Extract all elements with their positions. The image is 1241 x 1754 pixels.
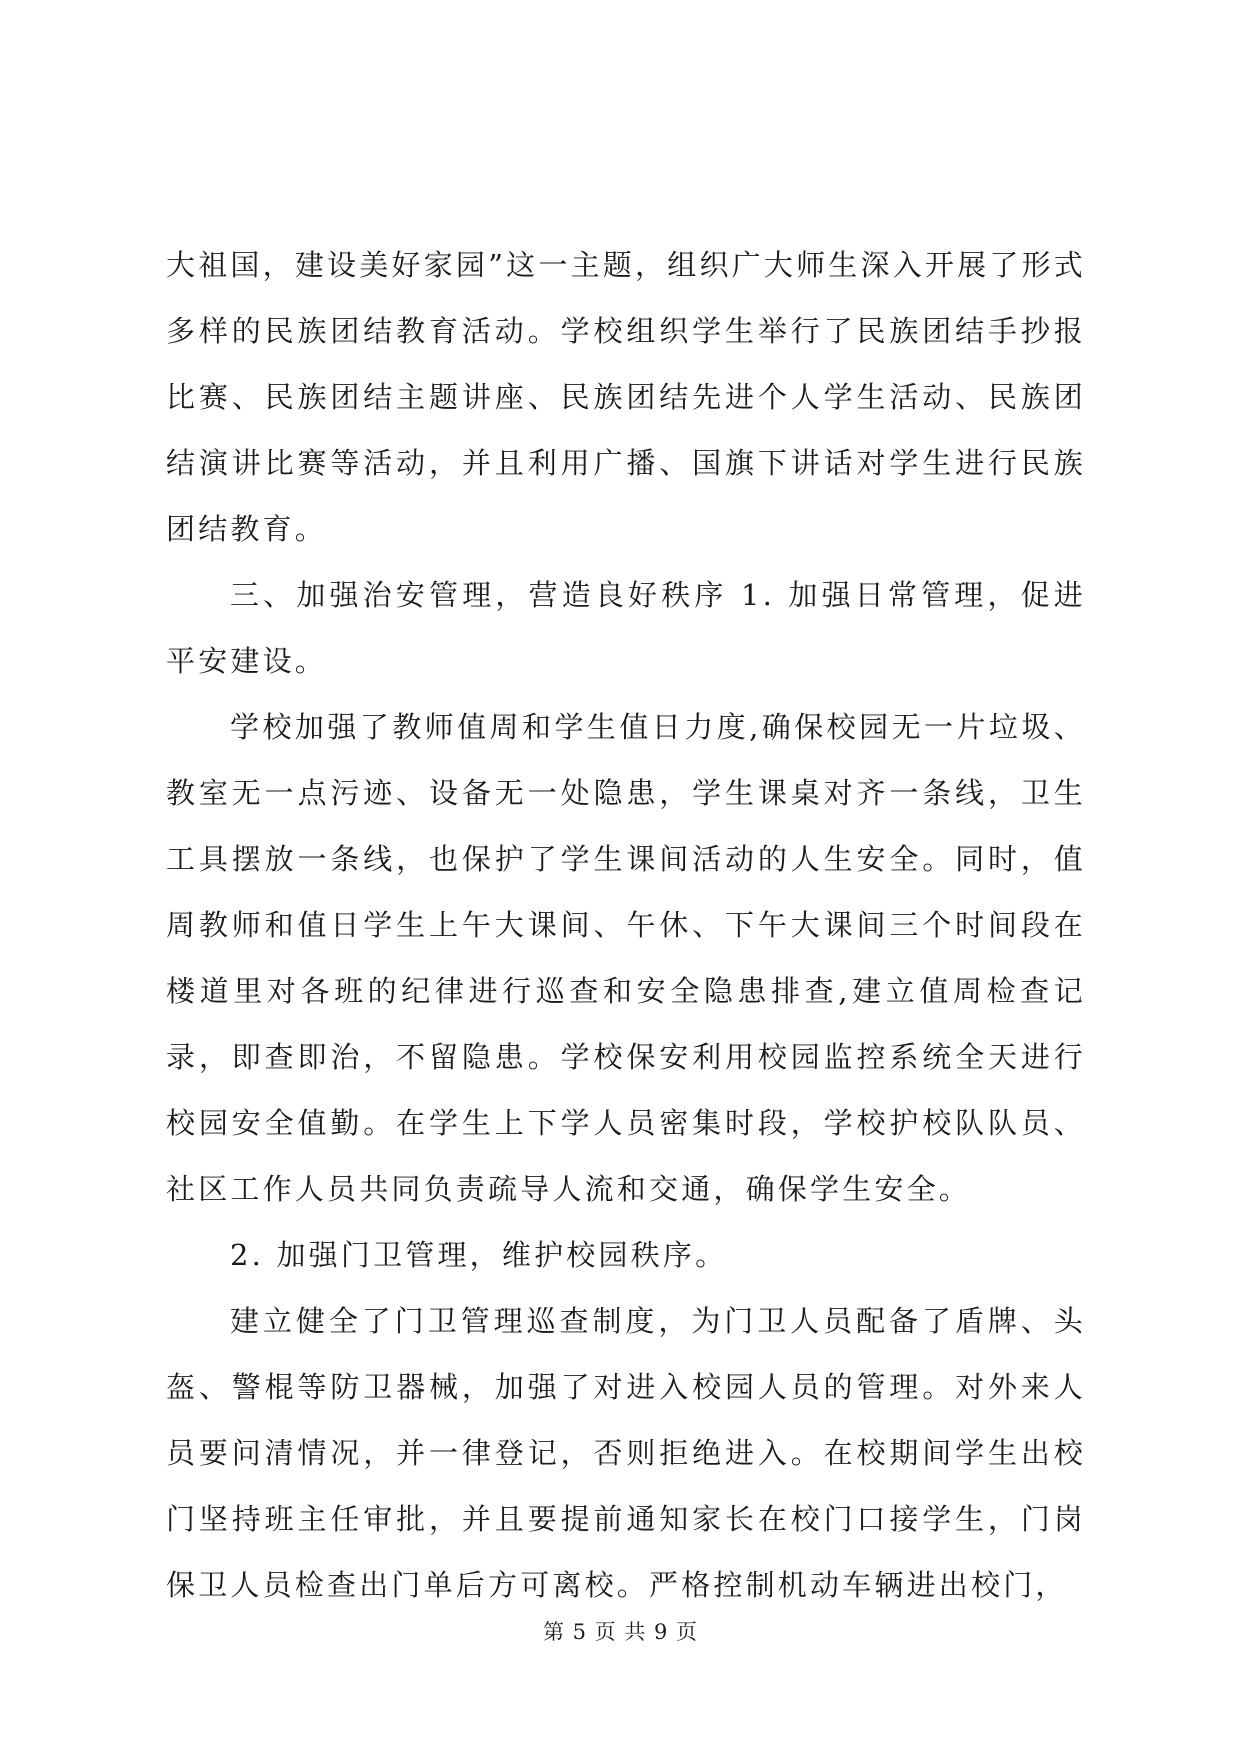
paragraph: 学校加强了教师值周和学生值日力度,确保校园无一片垃圾、教室无一点污迹、设备无一处隐患，学生课桌对齐一条线，卫生工具摆放一条线，也保护了学生课间活动的人生安全。同时，值周教师和值日学生上午大课间、午休、下午大课间三个时间段在楼道里对各班的纪律进行巡查和安全隐患排查,建立值周检查记录，即查即治，不留隐患。学校保安利用校园监控系统全天进行校园安全值勤。在学生上下学人员密集时段，学校护校队队员、社区工作人员共同负责疏导人流和交通，确保学生安全。: [166, 710, 1086, 1206]
page-number-footer: 第 5 页 共 9 页: [542, 1620, 699, 1644]
section-heading-paragraph: 三、加强治安管理，营造良好秩序 1. 加强日常管理，促进平安建设。: [166, 578, 1086, 678]
paragraph: 建立健全了门卫管理巡查制度，为门卫人员配备了盾牌、头盔、警棍等防卫器械，加强了对进入校园人员的管理。对外来人员要问清情况，并一律登记，否则拒绝进入。在校期间学生出校门坚持班主任审批，并且要提前通知家长在校门口接学生，门岗保卫人员检查出门单后方可离校。严格控制机动车辆进出校门，: [166, 1304, 1086, 1602]
paragraph-continued: 大祖国，建设美好家园”这一主题，组织广大师生深入开展了形式多样的民族团结教育活动。学校组织学生举行了民族团结手抄报比赛、民族团结主题讲座、民族团结先进个人学生活动、民族团结演讲比赛等活动，并且利用广播、国旗下讲话对学生进行民族团结教育。: [166, 248, 1086, 546]
subsection-heading: 2. 加强门卫管理，维护校园秩序。: [230, 1238, 728, 1272]
document-body: [166, 232, 1086, 1618]
